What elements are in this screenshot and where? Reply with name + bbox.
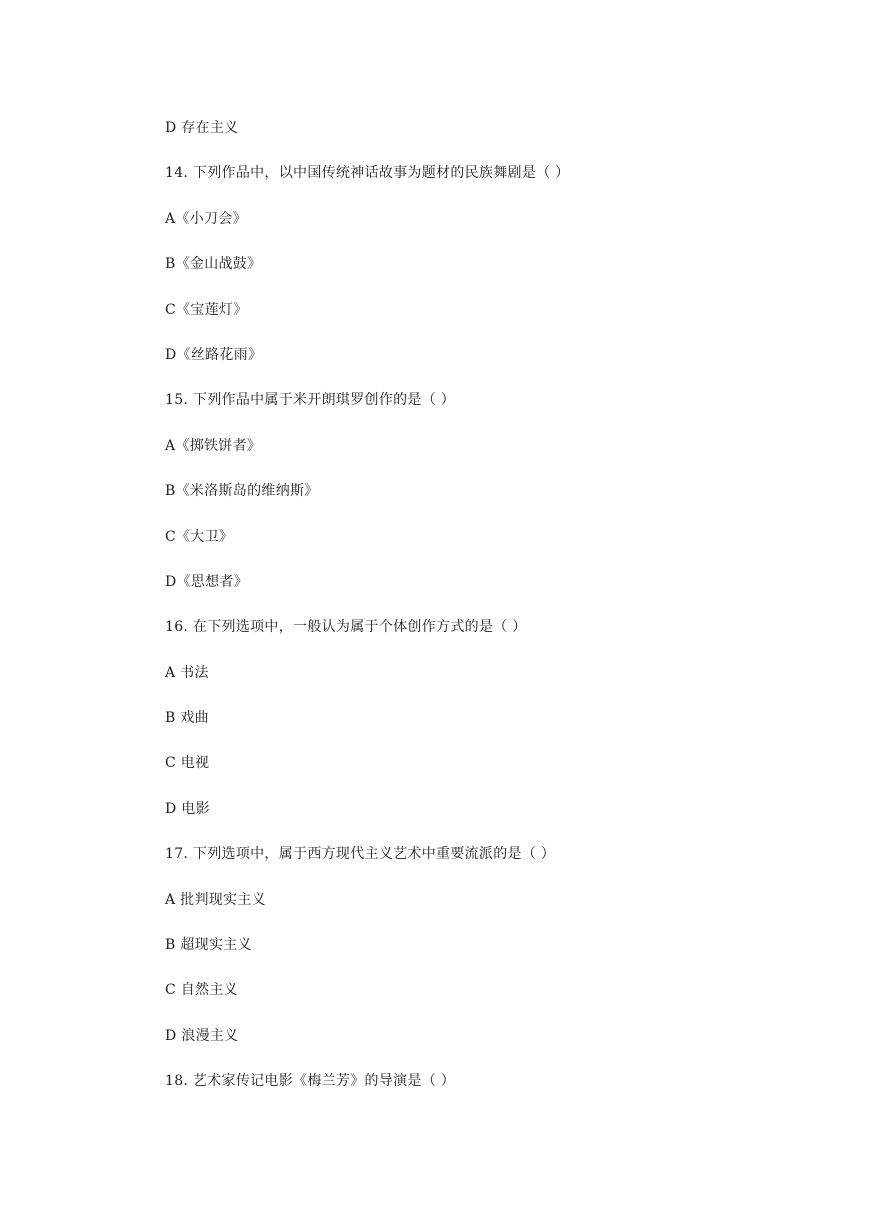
question-14: 14. 下列作品中，以中国传统神话故事为题材的民族舞剧是（ ） bbox=[165, 165, 570, 182]
option-d-q17: D 浪漫主义 bbox=[165, 1027, 239, 1044]
option-c-q14: C《宝莲灯》 bbox=[165, 301, 248, 318]
document-page bbox=[165, 118, 805, 1117]
option-d-q14: D《丝路花雨》 bbox=[165, 346, 263, 363]
question-18: 18. 艺术家传记电影《梅兰芳》的导演是（ ） bbox=[165, 1073, 456, 1090]
option-c-q15: C《大卫》 bbox=[165, 528, 234, 545]
option-b-q17: B 超现实主义 bbox=[165, 937, 252, 954]
question-16: 16. 在下列选项中，一般认为属于个体创作方式的是（ ） bbox=[165, 619, 527, 636]
question-17: 17. 下列选项中，属于西方现代主义艺术中重要流派的是（ ） bbox=[165, 846, 556, 863]
option-c-q17: C 自然主义 bbox=[165, 982, 238, 999]
option-c-q16: C 电视 bbox=[165, 755, 210, 772]
option-a-q17: A 批判现实主义 bbox=[165, 891, 266, 908]
option-a-q14: A《小刀会》 bbox=[165, 210, 247, 227]
option-d-q16: D 电影 bbox=[165, 800, 210, 817]
option-d-q13: D 存在主义 bbox=[165, 120, 239, 136]
option-a-q16: A 书法 bbox=[165, 664, 209, 681]
option-b-q15: B《米洛斯岛的维纳斯》 bbox=[165, 483, 319, 500]
question-15: 15. 下列作品中属于米开朗琪罗创作的是（ ） bbox=[165, 392, 456, 409]
option-a-q15: A《掷铁饼者》 bbox=[165, 437, 262, 454]
option-b-q14: B《金山战鼓》 bbox=[165, 256, 262, 273]
option-b-q16: B 戏曲 bbox=[165, 710, 209, 727]
option-d-q15: D《思想者》 bbox=[165, 573, 249, 590]
